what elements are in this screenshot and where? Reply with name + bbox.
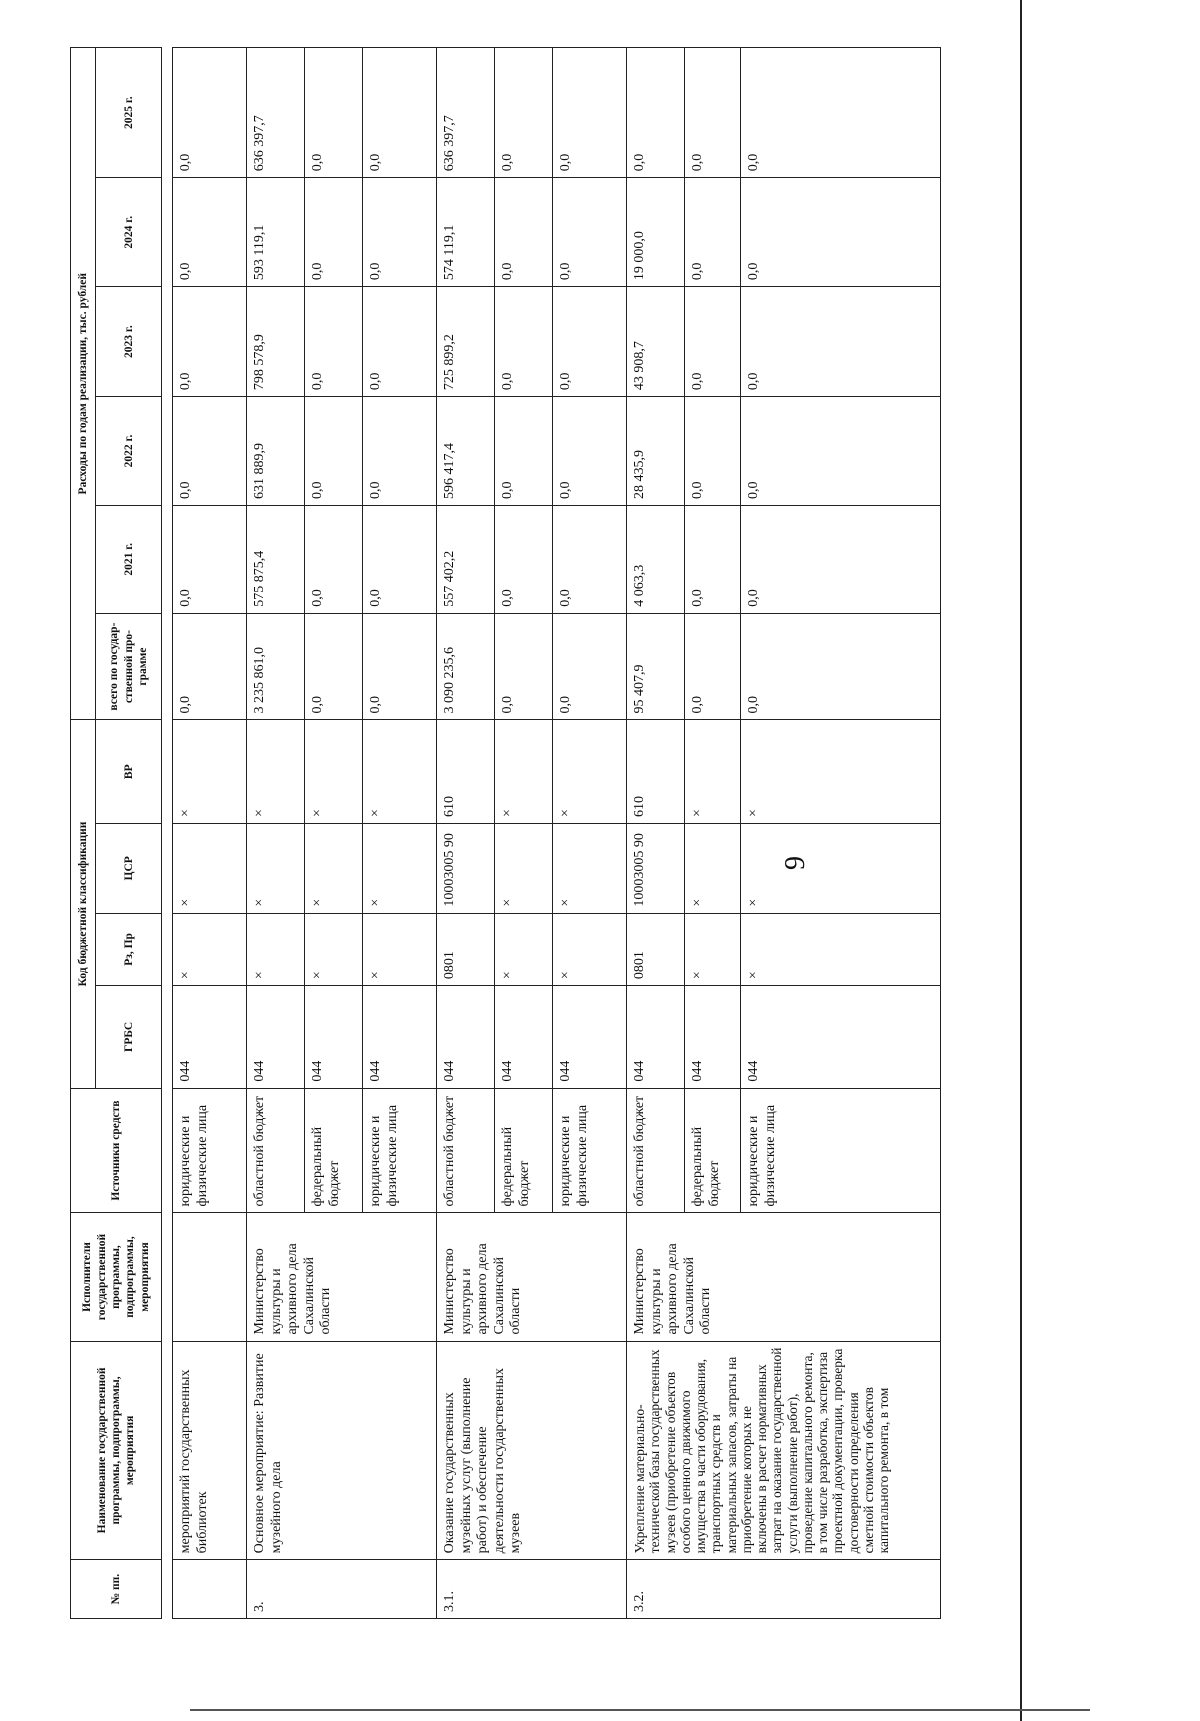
cell-csr: × — [685, 823, 741, 913]
cell-no: 3.2. — [627, 1560, 941, 1619]
header-2023: 2023 г. — [96, 287, 162, 397]
table-body — [172, 47, 941, 1619]
cell-rzpr: × — [363, 913, 437, 986]
header-2021: 2021 г. — [96, 505, 162, 613]
cell-rzpr: × — [685, 913, 741, 986]
cell-vr: × — [173, 720, 247, 824]
cell-vr: × — [247, 720, 305, 824]
cell-2025: 0,0 — [173, 48, 247, 178]
cell-total: 0,0 — [553, 613, 627, 720]
cell-2021: 0,0 — [741, 505, 941, 613]
cell-total: 0,0 — [685, 613, 741, 720]
cell-rzpr: 0801 — [437, 913, 495, 986]
cell-2021: 4 063,3 — [627, 505, 685, 613]
cell-2024: 0,0 — [363, 178, 437, 287]
header-rzpr: Рз, Пр — [96, 913, 162, 986]
cell-2023: 798 578,9 — [247, 287, 305, 397]
cell-2022: 596 417,4 — [437, 397, 495, 506]
table-header — [70, 47, 162, 1619]
cell-vr: × — [553, 720, 627, 824]
cell-csr: × — [247, 823, 305, 913]
cell-2023: 0,0 — [741, 287, 941, 397]
cell-source: юридические и физические лица — [173, 1088, 247, 1213]
cell-2021: 0,0 — [495, 505, 553, 613]
cell-executor: Министерство культуры и архивного дела Сахалинской области — [627, 1213, 941, 1341]
cell-executor: Министерство культуры и архивного дела Сахалинской области — [247, 1213, 437, 1341]
cell-2022: 0,0 — [363, 397, 437, 506]
cell-total: 0,0 — [173, 613, 247, 720]
header-grbs: ГРБС — [96, 986, 162, 1088]
cell-total: 3 235 861,0 — [247, 613, 305, 720]
cell-grbs: 044 — [553, 986, 627, 1088]
page-number: 9 — [780, 856, 811, 870]
header-expense-group: Расходы по годам реализации, тыс. рублей — [71, 48, 96, 720]
cell-2022: 0,0 — [741, 397, 941, 506]
cell-2023: 725 899,2 — [437, 287, 495, 397]
cell-csr: × — [305, 823, 363, 913]
cell-rzpr: × — [247, 913, 305, 986]
cell-2021: 0,0 — [363, 505, 437, 613]
cell-grbs: 044 — [173, 986, 247, 1088]
cell-2024: 0,0 — [685, 178, 741, 287]
cell-2021: 575 875,4 — [247, 505, 305, 613]
header-source: Источники средств — [71, 1088, 162, 1213]
cell-2024: 0,0 — [173, 178, 247, 287]
cell-source: юридические и физические лица — [553, 1088, 627, 1213]
cell-2024: 19 000,0 — [627, 178, 685, 287]
cell-vr: × — [363, 720, 437, 824]
cell-grbs: 044 — [305, 986, 363, 1088]
cell-2025: 0,0 — [553, 48, 627, 178]
cell-source: федеральный бюджет — [495, 1088, 553, 1213]
cell-grbs: 044 — [627, 986, 685, 1088]
cell-2022: 0,0 — [495, 397, 553, 506]
cell-total: 95 407,9 — [627, 613, 685, 720]
cell-2023: 0,0 — [173, 287, 247, 397]
header-executor: Исполнители государственной программы, подпрограммы, мероприятия — [71, 1213, 162, 1341]
cell-total: 3 090 235,6 — [437, 613, 495, 720]
cell-csr: × — [363, 823, 437, 913]
header-name: Наименование государственной программы, подпрограммы, мероприятия — [71, 1341, 162, 1560]
cell-source: федеральный бюджет — [305, 1088, 363, 1213]
cell-no: 3. — [247, 1560, 437, 1619]
cell-2025: 0,0 — [741, 48, 941, 178]
cell-rzpr: × — [305, 913, 363, 986]
cell-2025: 636 397,7 — [247, 48, 305, 178]
cell-csr: × — [173, 823, 247, 913]
cell-rzpr: 0801 — [627, 913, 685, 986]
cell-2022: 631 889,9 — [247, 397, 305, 506]
cell-grbs: 044 — [363, 986, 437, 1088]
cell-2021: 557 402,2 — [437, 505, 495, 613]
cell-2024: 0,0 — [741, 178, 941, 287]
cell-vr: 610 — [627, 720, 685, 824]
cell-name: Укрепление материально-технической базы государственных музеев (приобретение объектов особого ценного движимого имущества в части оборудования, транспортных средств и материальных запасов, затраты на приобретение которых не включены в расчет нормативных затрат на оказание государственной услуги (выполнение работ), проведение капитального ремонта, в том числе разработка, экспертиза проектной документации, проверка достоверности определения сметной стоимости объектов капитального ремонта, в том — [627, 1341, 941, 1560]
cell-total: 0,0 — [363, 613, 437, 720]
header-budget-group: Код бюджетной классификации — [71, 720, 96, 1088]
cell-source: юридические и физические лица — [363, 1088, 437, 1213]
cell-2025: 0,0 — [685, 48, 741, 178]
cell-rzpr: × — [495, 913, 553, 986]
header-2024: 2024 г. — [96, 178, 162, 287]
cell-csr: × — [553, 823, 627, 913]
scan-edge-line — [1020, 0, 1022, 1721]
cell-vr: × — [741, 720, 941, 824]
cell-rzpr: × — [553, 913, 627, 986]
cell-2023: 0,0 — [363, 287, 437, 397]
table-row — [247, 48, 305, 1619]
cell-csr: × — [495, 823, 553, 913]
cell-2021: 0,0 — [173, 505, 247, 613]
header-no: № пп. — [71, 1560, 162, 1619]
cell-2022: 0,0 — [685, 397, 741, 506]
cell-total: 0,0 — [741, 613, 941, 720]
cell-grbs: 044 — [685, 986, 741, 1088]
header-csr: ЦСР — [96, 823, 162, 913]
cell-2023: 0,0 — [685, 287, 741, 397]
cell-vr: 610 — [437, 720, 495, 824]
cell-source: юридические и физические лица — [741, 1088, 941, 1213]
cell-no — [173, 1560, 247, 1619]
scan-edge-line — [190, 1709, 1090, 1711]
cell-csr: 10003005 90 — [627, 823, 685, 913]
cell-2024: 574 119,1 — [437, 178, 495, 287]
cell-2023: 43 908,7 — [627, 287, 685, 397]
cell-csr: × — [741, 823, 941, 913]
cell-source: федеральный бюджет — [685, 1088, 741, 1213]
cell-source: областной бюджет — [437, 1088, 495, 1213]
cell-executor — [173, 1213, 247, 1341]
cell-name: Основное мероприятие: Развитие музейного дела — [247, 1341, 437, 1560]
cell-total: 0,0 — [305, 613, 363, 720]
cell-executor: Министерство культуры и архивного дела Сахалинской области — [437, 1213, 627, 1341]
cell-grbs: 044 — [741, 986, 941, 1088]
cell-2025: 0,0 — [305, 48, 363, 178]
cell-vr: × — [685, 720, 741, 824]
cell-source: областной бюджет — [627, 1088, 685, 1213]
cell-rzpr: × — [741, 913, 941, 986]
table-row — [173, 48, 247, 1619]
cell-2025: 0,0 — [627, 48, 685, 178]
cell-2022: 0,0 — [305, 397, 363, 506]
header-vr: ВР — [96, 720, 162, 824]
cell-2024: 0,0 — [495, 178, 553, 287]
header-total: всего по государ-ственной про-грамме — [96, 613, 162, 720]
cell-2023: 0,0 — [305, 287, 363, 397]
cell-grbs: 044 — [495, 986, 553, 1088]
cell-csr: 10003005 90 — [437, 823, 495, 913]
cell-2025: 636 397,7 — [437, 48, 495, 178]
cell-name: Оказание государственных музейных услуг (выполнение работ) и обеспечение деятельности государственных музеев — [437, 1341, 627, 1560]
cell-no: 3.1. — [437, 1560, 627, 1619]
cell-2025: 0,0 — [495, 48, 553, 178]
cell-2021: 0,0 — [305, 505, 363, 613]
cell-2021: 0,0 — [685, 505, 741, 613]
cell-source: областной бюджет — [247, 1088, 305, 1213]
cell-2023: 0,0 — [553, 287, 627, 397]
cell-2025: 0,0 — [363, 48, 437, 178]
cell-name: мероприятий государственных библиотек — [173, 1341, 247, 1560]
cell-vr: × — [305, 720, 363, 824]
cell-2022: 28 435,9 — [627, 397, 685, 506]
cell-rzpr: × — [173, 913, 247, 986]
cell-2024: 0,0 — [553, 178, 627, 287]
cell-grbs: 044 — [247, 986, 305, 1088]
cell-total: 0,0 — [495, 613, 553, 720]
cell-2022: 0,0 — [173, 397, 247, 506]
cell-2021: 0,0 — [553, 505, 627, 613]
cell-2023: 0,0 — [495, 287, 553, 397]
cell-grbs: 044 — [437, 986, 495, 1088]
cell-2024: 0,0 — [305, 178, 363, 287]
table-row — [627, 48, 685, 1619]
header-2022: 2022 г. — [96, 397, 162, 506]
header-2025: 2025 г. — [96, 48, 162, 178]
cell-2024: 593 119,1 — [247, 178, 305, 287]
cell-2022: 0,0 — [553, 397, 627, 506]
table-row — [437, 48, 495, 1619]
cell-vr: × — [495, 720, 553, 824]
